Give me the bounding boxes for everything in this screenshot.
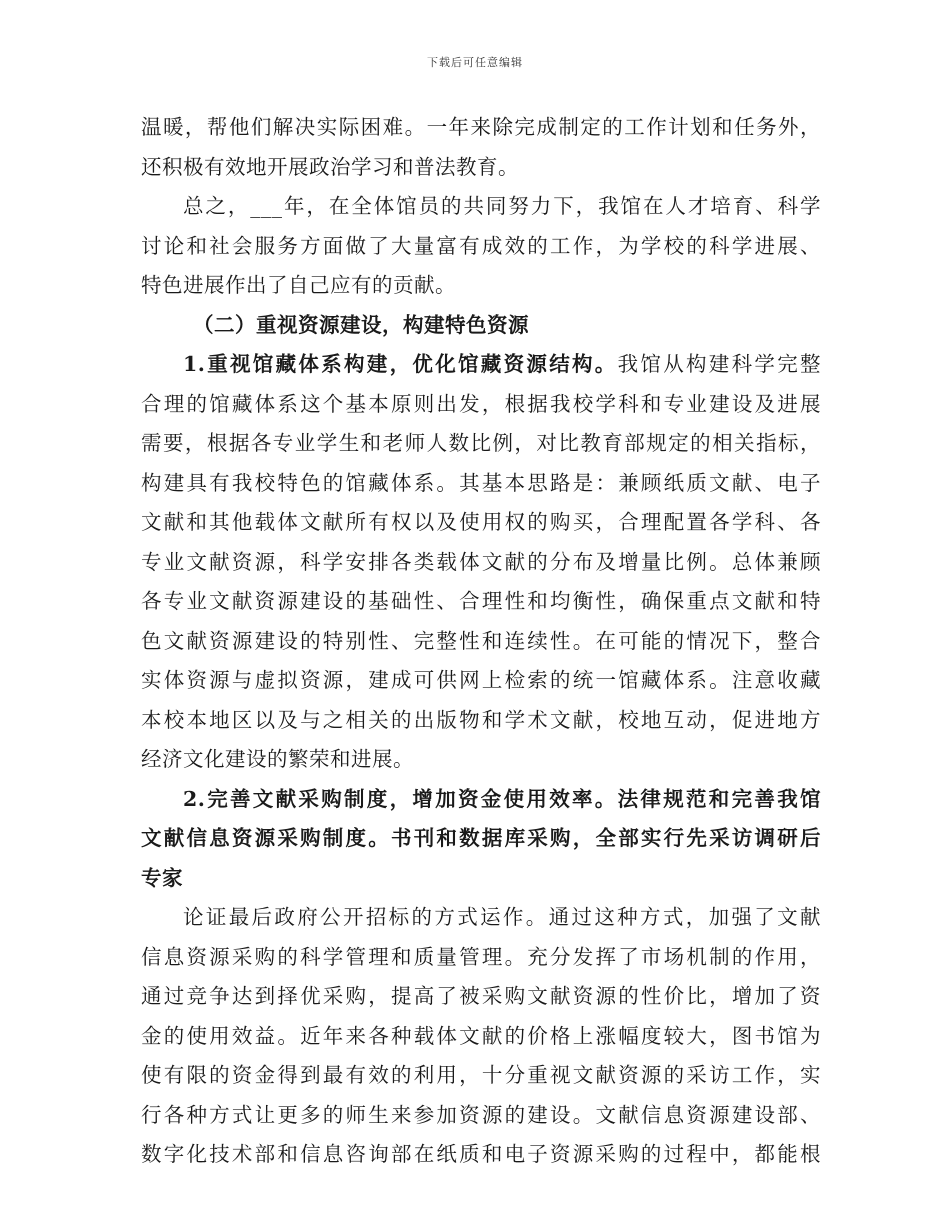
text-line: 使有限的资金得到最有效的利用，十分重视文献资源的采访工作，实 [141,1063,821,1087]
text-line: 数字化技术部和信息咨询部在纸质和电子资源采购的过程中，都能根 [141,1142,821,1166]
text-line: 讨论和社会服务方面做了大量富有成效的工作，为学校的科学进展、 [141,233,821,258]
text-line: 信息资源采购的科学管理和质量管理。充分发挥了市场机制的作用， [141,944,821,969]
bold-text-line: 2.完善文献采购制度，增加资金使用效率。法律规范和完善我馆 [183,786,821,811]
text-line: 本校本地区以及与之相关的出版物和学术文献，校地互动，促进地方 [141,707,821,732]
text-line: 论证最后政府公开招标的方式运作。通过这种方式，加强了文献 [183,905,821,929]
text-line: 还积极有效地开展政治学习和普法教育。 [141,154,519,179]
page-header: 下载后可任意编辑 [427,56,523,69]
text-line: 各专业文献资源建设的基础性、合理性和均衡性，确保重点文献和特 [141,589,821,613]
text-line: 色文献资源建设的特别性、完整性和连续性。在可能的情况下，整合 [141,628,821,653]
text-line: 构建具有我校特色的馆藏体系。其基本思路是：兼顾纸质文献、电子 [141,470,821,495]
bold-text-line [141,345,821,385]
text-line: 专业文献资源，科学安排各类载体文献的分布及增量比例。总体兼顾 [141,549,821,574]
text-continuation: 我馆从构建科学完整 [617,352,822,376]
bold-text-line: （二）重视资源建设，构建特色资源 [193,312,529,337]
text-line: 温暖，帮他们解决实际困难。一年来除完成制定的工作计划和任务外， [141,115,821,139]
bold-lead-phrase: 1.重视馆藏体系构建，优化馆藏资源结构。 [183,352,618,376]
bold-text-line: 文献信息资源采购制度。书刊和数据库采购，全部实行先采访调研后 [141,826,821,850]
text-line: 需要，根据各专业学生和老师人数比例，对比教育部规定的相关指标， [141,431,821,455]
text-line: 通过竞争达到择优采购，提高了被采购文献资源的性价比，增加了资 [141,984,821,1008]
document-body [141,108,821,1175]
text-line: 经济文化建设的繁荣和进展。 [141,747,414,771]
text-line: 合理的馆藏体系这个基本原则出发，根据我校学科和专业建设及进展 [141,391,821,416]
text-line: 金的使用效益。近年来各种载体文献的价格上涨幅度较大，图书馆为 [141,1023,821,1048]
text-line: 实体资源与虚拟资源，建成可供网上检索的统一馆藏体系。注意收藏 [141,668,821,692]
text-line: 行各种方式让更多的师生来参加资源的建设。文献信息资源建设部、 [141,1102,821,1127]
bold-text-line: 专家 [141,865,183,890]
text-line: 特色进展作出了自己应有的贡献。 [141,273,456,297]
text-line: 总之，___年，在全体馆员的共同努力下，我馆在人才培育、科学 [183,194,821,218]
text-line: 文献和其他载体文献所有权以及使用权的购买，合理配置各学科、各 [141,510,821,534]
